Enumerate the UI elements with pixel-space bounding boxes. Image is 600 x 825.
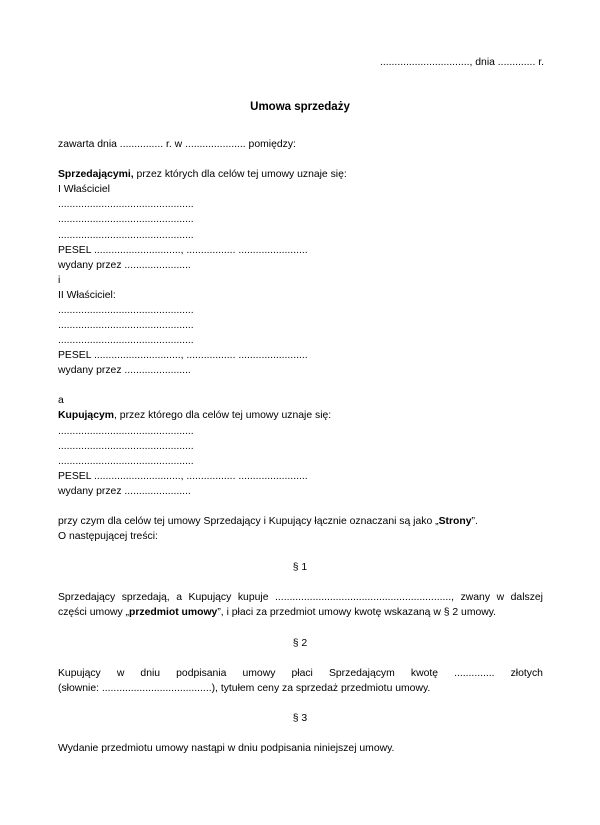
- buyer-label: Kupującym: [58, 410, 115, 421]
- section-2-heading: § 2: [292, 638, 308, 649]
- owner2-dots-line: ...............................................: [58, 335, 194, 346]
- buyer-heading: [58, 408, 331, 423]
- sellers-heading-text: przez których dla celów tej umowy uznaje się:: [133, 169, 347, 180]
- section-2-line-2: (słownie: ......................................), tytułem ceny za sprzedaż przedmiotu umowy.: [58, 683, 431, 694]
- section-2-word: płaci: [291, 668, 313, 679]
- owner1-dots-line: ...............................................: [58, 230, 194, 241]
- buyer-dots-line: ...............................................: [58, 441, 194, 452]
- owner1-label: I Właściciel: [58, 184, 110, 195]
- parties-note: [58, 514, 478, 529]
- section-2-word: kwotę: [410, 668, 439, 679]
- owner1-issued-line: wydany przez .......................: [58, 260, 191, 271]
- section-3-text: Wydanie przedmiotu umowy nastąpi w dniu podpisania niniejszej umowy.: [58, 743, 395, 754]
- parties-note-text: przy czym dla celów tej umowy Sprzedający i Kupujący łącznie oznaczani są jako „: [58, 516, 439, 527]
- buyer-conjunction: a: [58, 395, 64, 406]
- section-2-word: Kupujący: [58, 668, 101, 679]
- owner1-dots-line: ...............................................: [58, 214, 194, 225]
- section-2-word: Sprzedającym: [328, 668, 395, 679]
- owner2-label: II Właściciel:: [58, 290, 116, 301]
- document-title: Umowa sprzedaży: [250, 101, 350, 113]
- sellers-heading: [58, 167, 347, 182]
- place-date-line: ..............................., dnia ............. r.: [380, 57, 544, 68]
- subject-term: przedmiot umowy: [129, 607, 218, 618]
- section-1-text-start: Sprzedający sprzedają, a Kupujący kupuje ............................................................., zwany w dalszej części umowy „: [58, 592, 543, 618]
- section-2-word: dniu: [140, 668, 161, 679]
- section-2-word: umowy: [242, 668, 276, 679]
- owner2-dots-line: ...............................................: [58, 305, 194, 316]
- owner1-dots-line: ...............................................: [58, 199, 194, 210]
- section-1-heading: § 1: [292, 562, 308, 573]
- following-line: O następującej treści:: [58, 531, 158, 542]
- buyer-heading-text: , przez którego dla celów tej umowy uznaje się:: [114, 410, 332, 421]
- parties-note-end: ”.: [471, 516, 478, 527]
- intro-line: zawarta dnia ............... r. w ..................... pomiędzy:: [58, 139, 296, 150]
- buyer-issued-line: wydany przez .......................: [58, 486, 191, 497]
- owner2-issued-line: wydany przez .......................: [58, 365, 191, 376]
- section-2-word: ..............: [454, 668, 495, 679]
- sellers-label: Sprzedającymi,: [58, 169, 134, 180]
- owner2-pesel-line: PESEL .............................., ................. ........................: [58, 350, 308, 361]
- buyer-dots-line: ...............................................: [58, 456, 194, 467]
- section-1-text: [58, 590, 543, 620]
- sellers-conjunction: i: [58, 275, 61, 286]
- section-2-line-1: [58, 666, 543, 681]
- buyer-dots-line: ...............................................: [58, 426, 194, 437]
- parties-term: Strony: [438, 516, 472, 527]
- section-2-word: złotych: [510, 668, 543, 679]
- owner2-dots-line: ...............................................: [58, 320, 194, 331]
- section-2-word: w: [116, 668, 125, 679]
- owner1-pesel-line: PESEL .............................., ................. ........................: [58, 245, 308, 256]
- buyer-pesel-line: PESEL .............................., ................. ........................: [58, 471, 308, 482]
- section-2-word: podpisania: [176, 668, 227, 679]
- section-1-text-end: ”, i płaci za przedmiot umowy kwotę wskazaną w § 2 umowy.: [217, 607, 497, 618]
- section-3-heading: § 3: [292, 713, 308, 724]
